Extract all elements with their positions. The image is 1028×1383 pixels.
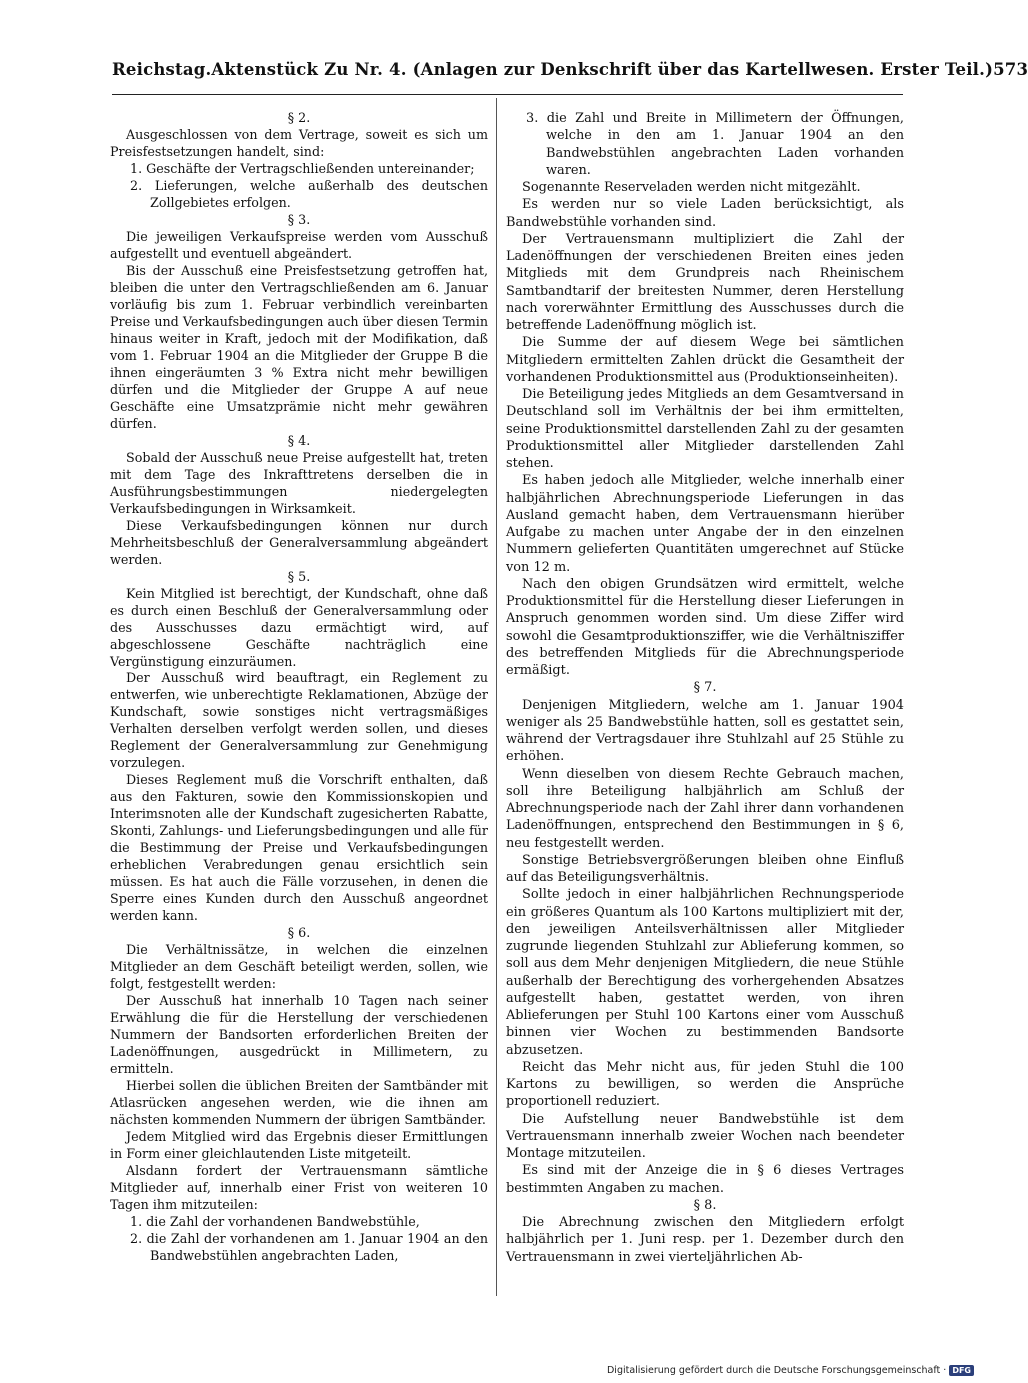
running-header	[112, 60, 1028, 79]
paragraph: Sollte jedoch in einer halbjährlichen Rechnungsperiode ein größeres Quantum als 100 Kartons multipliziert mit der, den jeweiligen Anteilsverhältnissen aller Mitglieder zugrunde liegenden Stuhlzahl zur Ablieferung kommen, so soll aus dem Mehr denjenigen Mitgliedern, die neue Stühle außerhalb der Berechtigung des vorhergehenden Absatzes aufgestellt haben, gestattet werden, von ihren Ablieferungen per Stuhl 100 Kartons einer vom Ausschuß binnen vier Wochen zu bestimmenden Bandsorte abzusetzen.	[506, 887, 904, 1058]
paragraph: Die Abrechnung zwischen den Mitgliedern erfolgt halbjährlich per 1. Juni resp. per 1. Dezember durch den Vertrauensmann in zwei vierteljährlichen Ab-	[506, 1215, 904, 1265]
left-column	[110, 110, 488, 1265]
paragraph: Es haben jedoch alle Mitglieder, welche innerhalb einer halbjährlichen Abrechnungsperiode Lieferungen in das Ausland gemacht haben, dem Vertrauensmann hierüber Aufgabe zu machen unter Angabe der in den einzelnen Nummern gelieferten Quantitäten umgerechnet auf Stücke von 12 m.	[506, 473, 904, 575]
paragraph: Alsdann fordert der Vertrauensmann sämtliche Mitglieder auf, innerhalb einer Frist von weiteren 10 Tagen ihm mitzuteilen:	[110, 1163, 488, 1212]
paragraph: Der Ausschuß wird beauftragt, ein Reglement zu entwerfen, wie unberechtigte Reklamationen, Abzüge der Kundschaft, sowie sonstiges nicht vertragsmäßiges Verhalten derselben verfolgt werden sollen, und dieses Reglement der Generalversammlung zur Genehmigung vorzulegen.	[110, 670, 488, 771]
header-rule	[112, 94, 903, 95]
paragraph: Die Aufstellung neuer Bandwebstühle ist dem Vertrauensmann innerhalb zweier Wochen nach beendeter Montage mitzuteilen.	[506, 1111, 904, 1161]
paragraph: Hierbei sollen die üblichen Breiten der Samtbänder mit Atlasrücken angesehen werden, wie die ihnen am nächsten kommenden Nummern der übrigen Samtbänder.	[110, 1078, 488, 1128]
paragraph: Kein Mitglied ist berechtigt, der Kundschaft, ohne daß es durch einen Beschluß der Generalversammlung oder des Ausschusses dazu ermächtigt wird, auf abgeschlossene Geschäfte nachträglich eine Vergünstigung einzuräumen.	[110, 585, 488, 669]
list-item: 1. Geschäfte der Vertragschließenden untereinander;	[130, 160, 475, 176]
section-heading: § 3.	[287, 211, 311, 227]
paragraph: Die jeweiligen Verkaufspreise werden vom Ausschuß aufgestellt und eventuell abgeändert.	[110, 228, 488, 261]
paragraph: Nach den obigen Grundsätzen wird ermittelt, welche Produktionsmittel für die Herstellung dieser Lieferungen in Anspruch genommen worden sind. Um diese Ziffer wird sowohl die Gesamtproduktionsziffer, wie die Verhältnisziffer des betreffenden Mitglieds für die Abrechnungsperiode ermäßigt.	[506, 576, 904, 678]
section-heading: § 4.	[287, 432, 311, 448]
paragraph: Die Summe der auf diesem Wege bei sämtlichen Mitgliedern ermittelten Zahlen drückt die Gesamtheit der vorhandenen Produktionsmittel aus (Produktionseinheiten).	[506, 335, 904, 385]
paragraph: Es sind mit der Anzeige die in § 6 dieses Vertrages bestimmten Angaben zu machen.	[506, 1163, 904, 1196]
footer: Digitalisierung gefördert durch die Deutsche Forschungsgemeinschaft · DFG	[607, 1365, 974, 1376]
list-item: 2. die Zahl der vorhandenen am 1. Januar 1904 an den Bandwebstühlen angebrachten Laden,	[130, 1230, 488, 1263]
paragraph: Wenn dieselben von diesem Rechte Gebrauch machen, soll ihre Beteiligung halbjährlich am Schluß der Abrechnungsperiode nach der Zahl ihrer dann vorhandenen Ladenöffnungen, entsprechend den Bestimmungen in § 6, neu festgestellt werden.	[506, 766, 904, 851]
paragraph: Sonstige Betriebsvergrößerungen bleiben ohne Einfluß auf das Beteiligungsverhältnis.	[506, 852, 904, 885]
paragraph: Der Ausschuß hat innerhalb 10 Tagen nach seiner Erwählung die für die Herstellung der verschiedenen Nummern der Bandsorten erforderlichen Breiten der Ladenöffnungen, ausgedrückt in Millimetern, zu ermitteln.	[110, 993, 488, 1077]
right-column	[506, 110, 904, 1266]
dfg-logo: DFG	[949, 1365, 974, 1376]
paragraph: Bis der Ausschuß eine Preisfestsetzung getroffen hat, bleiben die unter den Vertragschließenden am 6. Januar vorläufig bis zum 1. Februar verbindlich vereinbarten Preise und Verkaufsbedingungen auch über diesen Termin hinaus weiter in Kraft, jedoch mit der Modifikation, daß vom 1. Februar 1904 an die Mitglieder der Gruppe B die ihnen eingeräumten 3 % Extra nicht mehr bewilligen dürfen und die Mitglieder der Gruppe A auf neue Geschäfte eine Umsatzprämie nicht mehr gewähren dürfen.	[110, 262, 488, 431]
section-heading: § 8.	[693, 1197, 717, 1213]
header-title: Aktenstück Zu Nr. 4. (Anlagen zur Denkschrift über das Kartellwesen. Erster Teil.)	[211, 60, 994, 79]
header-left: Reichstag.	[112, 60, 212, 79]
footer-credit: Digitalisierung gefördert durch die Deutsche Forschungsgemeinschaft	[606, 1365, 941, 1376]
list-item: 3. die Zahl und Breite in Millimetern der Öffnungen, welche in den am 1. Januar 1904 an den Bandwebstühlen angebrachten Laden vorhanden waren.	[526, 111, 904, 178]
paragraph: Dieses Reglement muß die Vorschrift enthalten, daß aus den Fakturen, sowie den Kommissionskopien und Interimsnoten alle der Kundschaft zugesicherten Rabatte, Skonti, Zahlungs- und Lieferungsbedingungen und alle für die Bestimmung der Preise und Verkaufsbedingungen erheblichen Verabredungen genau ersichtlich sein müssen. Es hat auch die Fälle vorzusehen, in denen die Sperre eines Kunden durch den Ausschuß angeordnet werden kann.	[110, 772, 488, 924]
column-separator	[496, 98, 497, 1296]
paragraph: Diese Verkaufsbedingungen können nur durch Mehrheitsbeschluß der Generalversammlung abgeändert werden.	[110, 517, 488, 567]
paragraph: Der Vertrauensmann multipliziert die Zahl der Ladenöffnungen der verschiedenen Breiten eines jeden Mitglieds mit dem Grundpreis nach Rheinischem Samtbandtarif der breitesten Nummer, deren Herstellung nach vorerwähnter Ermittlung des Ausschusses durch die betreffende Ladenöffnung möglich ist.	[506, 231, 904, 333]
paragraph: Sogenannte Reserveladen werden nicht mitgezählt.	[522, 180, 861, 195]
section-heading: § 7.	[693, 680, 717, 696]
section-heading: § 5.	[287, 568, 311, 584]
paragraph: Ausgeschlossen von dem Vertrage, soweit es sich um Preisfestsetzungen handelt, sind:	[110, 126, 488, 159]
paragraph: Es werden nur so viele Laden berücksichtigt, als Bandwebstühle vorhanden sind.	[506, 197, 904, 230]
paragraph: Reicht das Mehr nicht aus, für jeden Stuhl die 100 Kartons zu bewilligen, so werden die Ansprüche proportionell reduziert.	[506, 1059, 904, 1110]
section-heading: § 2.	[287, 110, 311, 125]
list-item: 1. die Zahl der vorhandenen Bandwebstühle,	[130, 1213, 420, 1229]
paragraph: Jedem Mitglied wird das Ergebnis dieser Ermittlungen in Form einer gleichlautenden Liste mitgeteilt.	[110, 1129, 488, 1162]
paragraph: Denjenigen Mitgliedern, welche am 1. Januar 1904 weniger als 25 Bandwebstühle hatten, soll es gestattet sein, während der Vertragsdauer ihre Stuhlzahl auf 25 Stühle zu erhöhen.	[506, 697, 904, 765]
section-heading: § 6.	[287, 925, 311, 941]
page-number: 573	[993, 60, 1028, 79]
paragraph: Die Verhältnissätze, in welchen die einzelnen Mitglieder an dem Geschäft beteiligt werden, sollen, wie folgt, festgestellt werden:	[110, 942, 488, 992]
list-item: 2. Lieferungen, welche außerhalb des deutschen Zollgebietes erfolgen.	[130, 177, 488, 210]
paragraph: Die Beteiligung jedes Mitglieds an dem Gesamtversand in Deutschland soll im Verhältnis der bei ihm ermittelten, seine Produktionsmittel darstellenden Zahl zu der gesamten Produktionsmittel aller Mitglieder darstellenden Zahl stehen.	[506, 387, 904, 471]
paragraph: Sobald der Ausschuß neue Preise aufgestellt hat, treten mit dem Tage des Inkrafttretens derselben die in Ausführungsbestimmungen niedergelegten Verkaufsbedingungen in Wirksamkeit.	[110, 449, 488, 516]
